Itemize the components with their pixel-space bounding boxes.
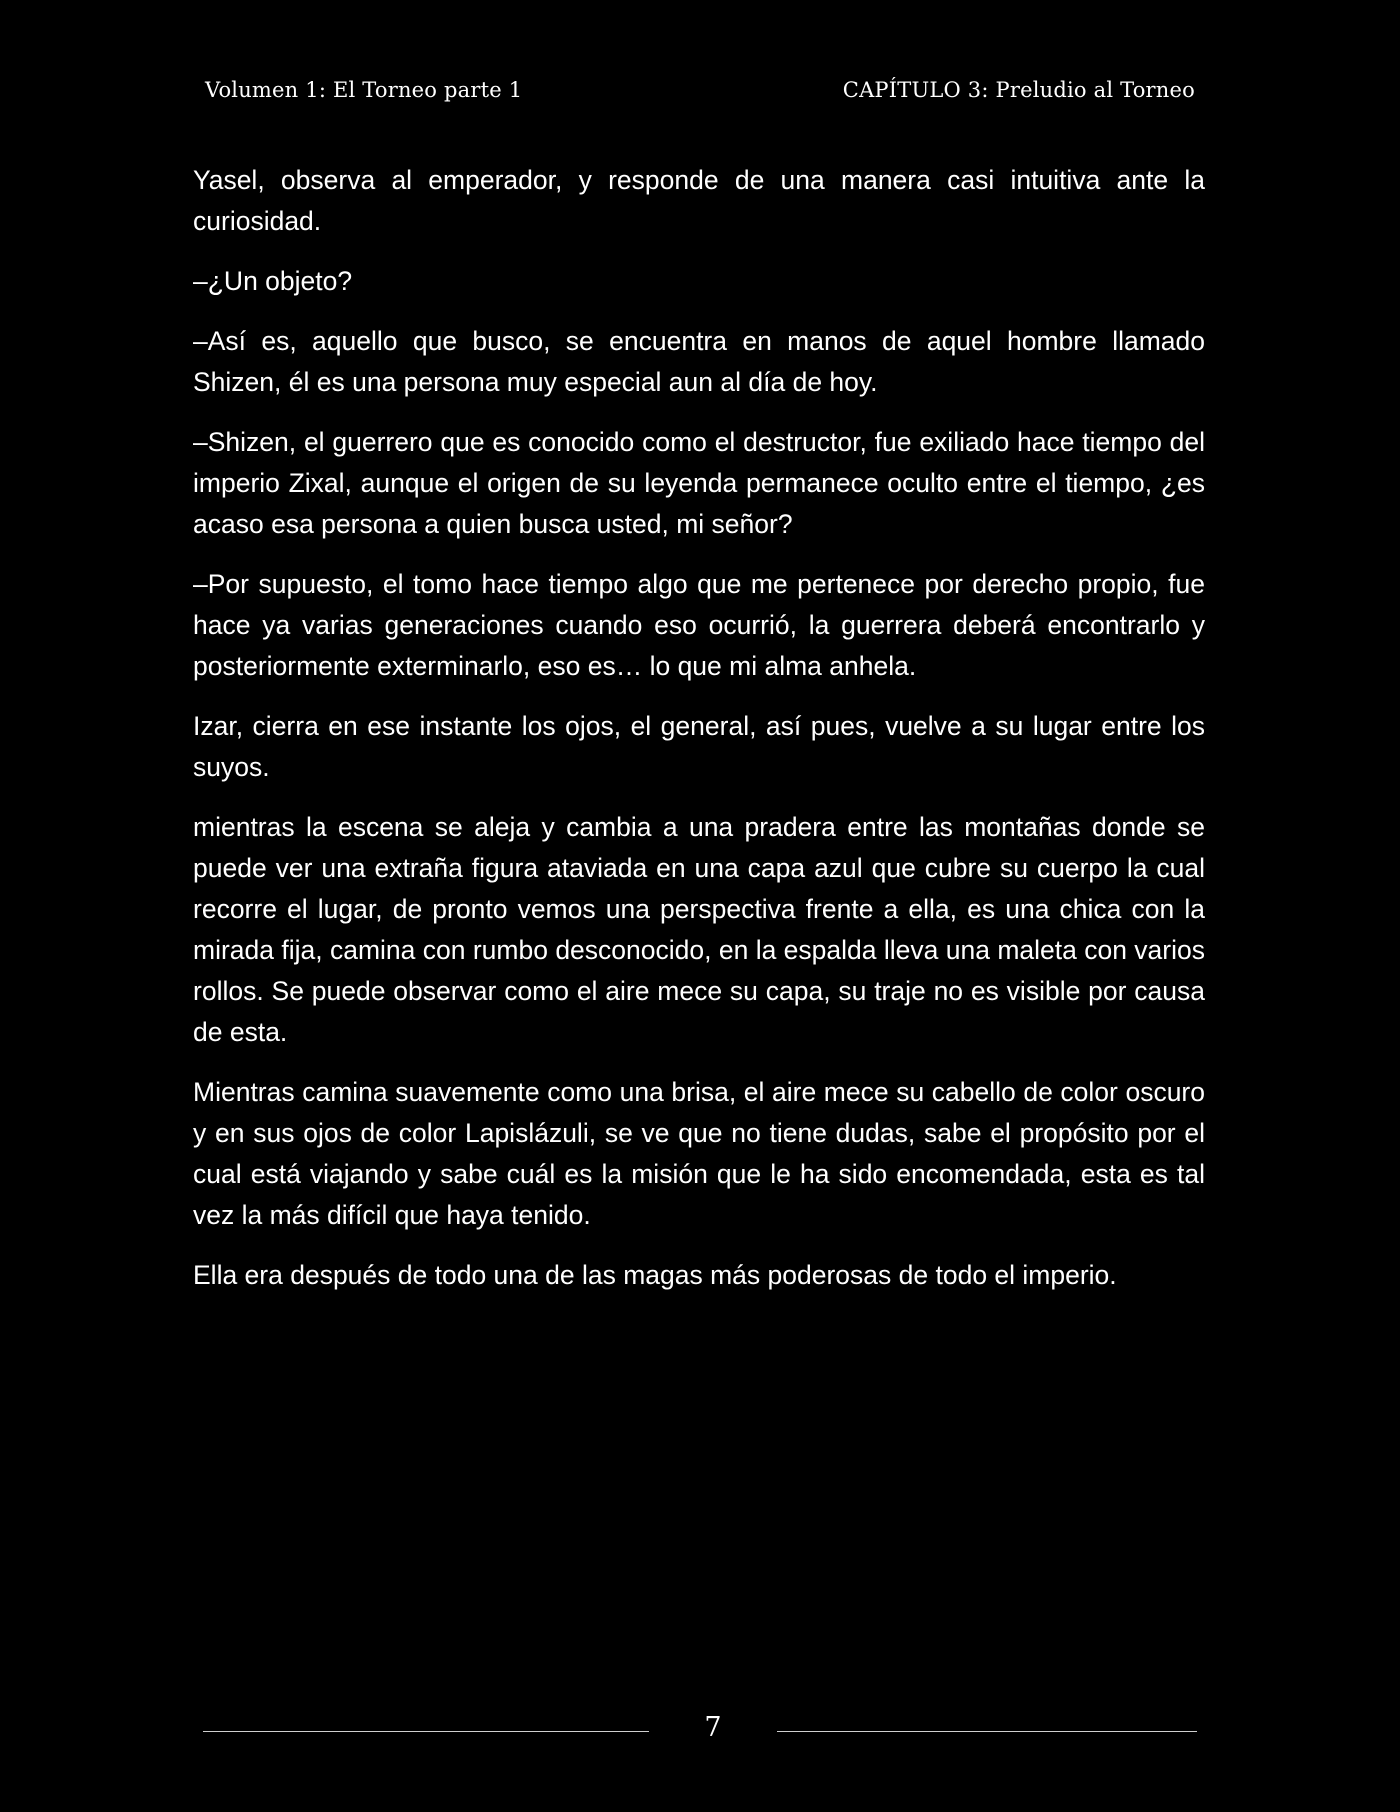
volume-title: Volumen 1: El Torneo parte 1	[205, 78, 523, 102]
page-body	[193, 160, 1205, 1315]
footer-rule-left	[203, 1731, 649, 1732]
paragraph: Ella era después de todo una de las magas más poderosas de todo el imperio.	[193, 1260, 1117, 1290]
paragraph: Izar, cierra en ese instante los ojos, el general, así pues, vuelve a su lugar entre los suyos.	[193, 711, 1205, 782]
paragraph: mientras la escena se aleja y cambia a una pradera entre las montañas donde se puede ver una extraña figura ataviada en una capa azul que cubre su cuerpo la cual recorre el lugar, de pronto vemos una perspectiva frente a ella, es una chica con la mirada fija, camina con rumbo desconocido, en la espalda lleva una maleta con varios rollos. Se puede observar como el aire mece su capa, su traje no es visible por causa de esta.	[193, 812, 1205, 1047]
chapter-title: CAPÍTULO 3: Preludio al Torneo	[842, 78, 1195, 102]
page-number: 7	[704, 1712, 722, 1743]
footer-rule-right	[777, 1731, 1197, 1732]
paragraph: –Shizen, el guerrero que es conocido como el destructor, fue exiliado hace tiempo del imperio Zixal, aunque el origen de su leyenda permanece oculto entre el tiempo, ¿es acaso esa persona a quien busca usted, mi señor?	[193, 427, 1205, 539]
paragraph: –¿Un objeto?	[193, 266, 353, 296]
paragraph: Yasel, observa al emperador, y responde de una manera casi intuitiva ante la curiosidad.	[193, 165, 1205, 236]
paragraph: Mientras camina suavemente como una brisa, el aire mece su cabello de color oscuro y en sus ojos de color Lapislázuli, se ve que no tiene dudas, sabe el propósito por el cual está viajando y sabe cuál es la misión que le ha sido encomendada, esta es tal vez la más difícil que haya tenido.	[193, 1077, 1205, 1230]
paragraph: –Así es, aquello que busco, se encuentra en manos de aquel hombre llamado Shizen, él es una persona muy especial aun al día de hoy.	[193, 326, 1205, 397]
page-footer	[203, 1710, 1197, 1750]
paragraph: –Por supuesto, el tomo hace tiempo algo que me pertenece por derecho propio, fue hace ya varias generaciones cuando eso ocurrió, la guerrera deberá encontrarlo y posteriormente exterminarlo, eso es… lo que mi alma anhela.	[193, 569, 1205, 681]
running-header	[205, 78, 1195, 108]
